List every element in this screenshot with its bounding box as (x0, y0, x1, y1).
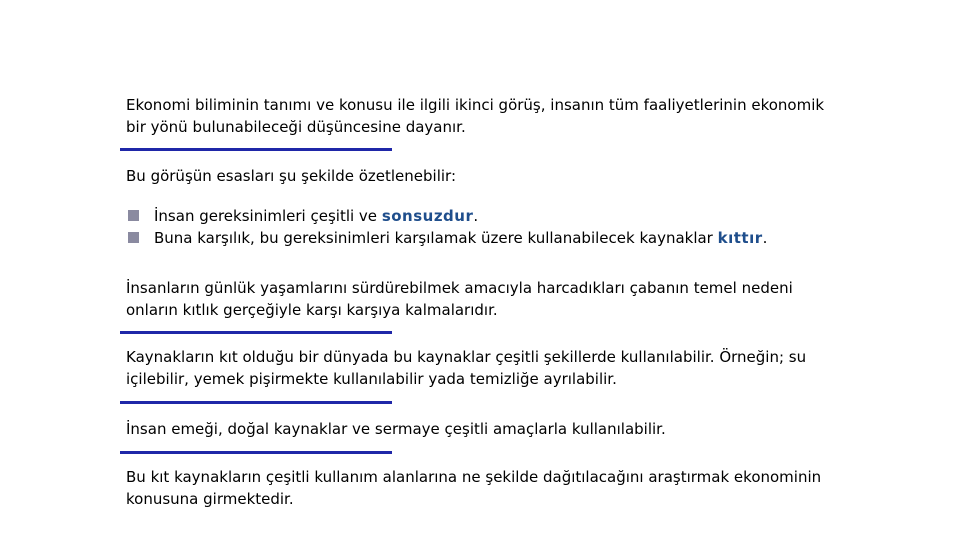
square-bullet-icon (128, 232, 139, 243)
paragraph-resources-use: Kaynakların kıt olduğu bir dünyada bu kaynaklar çeşitli şekillerde kullanılabilir. Örneğin; su içilebilir, yemek pişirmekte kullanılabilir yada temizliğe ayrılabilir. (126, 348, 807, 388)
highlight-word: kıttır (717, 229, 763, 247)
bullet-end: . (473, 207, 479, 225)
divider-line (120, 148, 392, 151)
divider-line (120, 331, 392, 334)
bullet-end: . (762, 229, 768, 247)
paragraph-intro: Ekonomi biliminin tanımı ve konusu ile ilgili ikinci görüş, insanın tüm faaliyetlerinin ekonomik bir yönü bulunabileceği düşüncesine dayanır. (126, 96, 825, 136)
paragraph-scarcity: İnsanların günlük yaşamlarını sürdürebilmek amacıyla harcadıkları çabanın temel nedeni onların kıtlık gerçeğiyle karşı karşıya kalmalarıdır. (126, 279, 793, 319)
highlight-word: sonsuzdur (381, 207, 474, 225)
paragraph-summary-lead: Bu görüşün esasları şu şekilde özetlenebilir: (126, 167, 456, 185)
bullet-text: Buna karşılık, bu gereksinimleri karşılamak üzere kullanabilecek kaynaklar (154, 229, 718, 247)
square-bullet-icon (128, 210, 139, 221)
paragraph-factors: İnsan emeği, doğal kaynaklar ve sermaye çeşitli amaçlarla kullanılabilir. (126, 420, 666, 438)
list-item (128, 227, 768, 249)
paragraph-conclusion: Bu kıt kaynakların çeşitli kullanım alanlarına ne şekilde dağıtılacağını araştırmak ekonominin konusuna girmektedir. (126, 468, 822, 508)
divider-line (120, 401, 392, 404)
bullet-list (128, 205, 768, 249)
bullet-text: İnsan gereksinimleri çeşitli ve (154, 207, 382, 225)
divider-line (120, 451, 392, 454)
list-item (128, 205, 768, 227)
